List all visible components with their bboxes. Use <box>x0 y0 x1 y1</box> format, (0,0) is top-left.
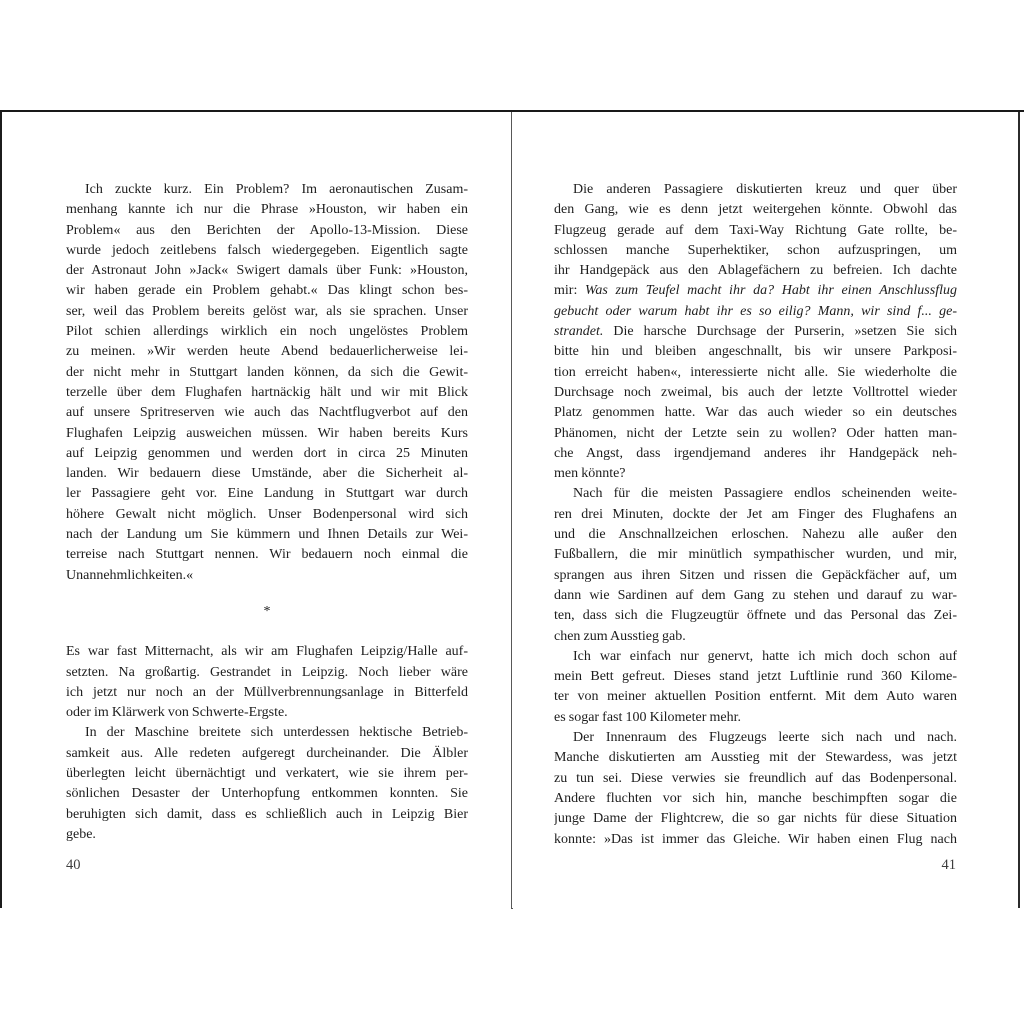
text-line: konnte: »Das ist immer das Gleiche. Wir haben einen Flug nach <box>554 831 957 847</box>
text-line: wir haben gerade ein Problem gehabt.« Das klingt schon bes- <box>66 283 468 299</box>
text-line: mein Bett gefreut. Dieses stand jetzt Luftlinie rund 360 Kilome- <box>554 669 957 685</box>
text-line: Andere fluchten vor sich hin, manche beschimpften sogar die <box>554 790 957 806</box>
text-line: Pilot schien allerdings wirklich ein noch ungelöstes Problem <box>66 324 468 340</box>
text-line: mir: Was zum Teufel macht ihr da? Habt ihr einen Anschlussflug <box>554 283 957 299</box>
section-separator: * <box>263 603 271 619</box>
text-line: In der Maschine breitete sich unterdessen hektische Betrieb- <box>85 725 468 741</box>
book-spread <box>0 110 1024 908</box>
text-line: terreise nach Stuttgart nennen. Wir bedauern noch einmal die <box>66 547 468 563</box>
text-line: Manche diskutierten am Ausstieg mit der Stewardess, was jetzt <box>554 750 957 766</box>
text-line: Ich zuckte kurz. Ein Problem? Im aeronautischen Zusam- <box>85 182 468 197</box>
text-line: ter von meiner aktuellen Position entfernt. Mit dem Auto waren <box>554 689 957 705</box>
text-line: Flugzeug gerade auf dem Taxi-Way Richtung Gate rollte, be- <box>554 222 957 238</box>
text-line: der nicht mehr in Stuttgart landen können, da sich die Gewit- <box>66 364 468 380</box>
text-line: Problem« aus den Berichten der Apollo-13-Mission. Diese <box>66 222 468 238</box>
text-line: Unannehmlichkeiten.« <box>66 567 194 583</box>
text-line: landen. Wir bedauern diese Umstände, aber die Sicherheit al- <box>66 466 468 482</box>
text-line: oder im Klärwerk von Schwerte-Ergste. <box>66 705 288 721</box>
text-line: beruhigten sich damit, dass es schließlich auch in Leipzig Bier <box>66 806 468 822</box>
text-line: bitte hin und bleiben angeschnallt, bis wir unsere Parkposi- <box>554 344 957 360</box>
text-line: samkeit aus. Alle redeten aufgeregt durcheinander. Die Älbler <box>66 745 468 761</box>
text-line: junge Dame der Flightcrew, die so gar nichts für diese Situation <box>554 811 957 827</box>
page-left <box>0 112 511 908</box>
text-line: Durchsage noch zweimal, bis auch der letzte Volltrottel wieder <box>554 384 957 400</box>
text-line: Nach für die meisten Passagiere endlos scheinenden weite- <box>573 486 957 502</box>
text-line: ten, dass sich die Flugzeugtür öffnete und das Personal das Zei- <box>554 608 957 624</box>
text-line: chen zum Ausstieg gab. <box>554 628 686 644</box>
text-line: es sogar fast 100 Kilometer mehr. <box>554 709 741 725</box>
text-line: strandet. Die harsche Durchsage der Purserin, »setzen Sie sich <box>554 324 957 340</box>
text-line: und die Anschnallzeichen erloschen. Nahezu alle außer den <box>554 527 957 543</box>
page-right <box>512 112 1020 908</box>
text-line: dann wie Sardinen auf dem Gang zu stehen und darauf zu war- <box>554 587 957 603</box>
text-line: ren drei Minuten, dockte der Jet am Finger des Flughafens an <box>554 506 957 522</box>
text-line: zu tun sei. Diese verwies sie freundlich auf das Bodenpersonal. <box>554 770 957 786</box>
text-line: che Angst, dass irgendjemand anderes ihr Handgepäck neh- <box>554 445 957 461</box>
text-line: terzelle über dem Flughafen hartnäckig hält und wir mit Blick <box>66 384 468 400</box>
page-right-text <box>554 180 957 850</box>
text-line: Der Innenraum des Flugzeugs leerte sich nach und nach. <box>573 730 957 746</box>
text-line: den Gang, wie es denn jetzt weitergehen könnte. Obwohl das <box>554 202 957 218</box>
text-line: men könnte? <box>554 466 626 482</box>
text-line: auf Leipzig genommen und werden dort in circa 25 Minuten <box>66 445 468 461</box>
text-line: menhang kannte ich nur die Phrase »Houston, wir haben ein <box>66 202 468 218</box>
text-line: wurde jedoch zeitlebens falsch wiedergegeben. Eigentlich sagte <box>66 242 468 258</box>
text-line: Platz genommen hatte. War das auch wieder so ein deutsches <box>554 405 957 421</box>
text-line: Es war fast Mitternacht, als wir am Flughafen Leipzig/Halle auf- <box>66 644 468 660</box>
text-line: auf unsere Spritreserven wie auch das Nachtflugverbot auf den <box>66 405 468 421</box>
text-line: schlossen manche Superhektiker, schon aufzuspringen, um <box>554 242 957 258</box>
text-line: ler Passagiere geht vor. Eine Landung in Stuttgart war durch <box>66 486 468 502</box>
text-line: ser, weil das Problem bereits gelöst war, als sie sprachen. Unser <box>66 303 468 319</box>
text-line: der Astronaut John »Jack« Swigert damals über Funk: »Houston, <box>66 263 468 279</box>
text-line: Die anderen Passagiere diskutierten kreuz und quer über <box>573 182 957 197</box>
page-number-right: 41 <box>941 857 956 873</box>
text-line: sönlichen Desaster der Unterhopfung entkommen konnten. Sie <box>66 786 468 802</box>
text-line: Flughafen Leipzig ausweichen müssen. Wir haben bereits Kurs <box>66 425 468 441</box>
text-line: Phänomen, nicht der Letzte sein zu wollen? Oder hatten man- <box>554 425 957 441</box>
text-line: höhere Gewalt nicht möglich. Unser Bodenpersonal wird sich <box>66 506 468 522</box>
page-left-text <box>66 180 468 845</box>
text-line: gebe. <box>66 826 96 842</box>
text-line: sprangen aus ihren Sitzen und rissen die Gepäckfächer auf, um <box>554 567 957 583</box>
text-line: Ich war einfach nur genervt, hatte ich mich doch schon auf <box>573 648 957 664</box>
text-line: setzten. Na großartig. Gestrandet in Leipzig. Noch lieber wäre <box>66 664 468 680</box>
text-line: nach der Landung um Sie kümmern und Ihnen Details zur Wei- <box>66 527 468 543</box>
text-line: ich jetzt nur noch an der Müllverbrennungsanlage in Bitterfeld <box>66 684 468 700</box>
text-line: tion erreicht haben«, interessierte nicht alle. Sie wiederholte die <box>554 364 957 380</box>
text-line: überlegten leicht übernächtigt und verkatert, wie sie ihrem per- <box>66 766 468 782</box>
text-line: zu meinen. »Wir werden heute Abend bedauerlicherweise lei- <box>66 344 468 360</box>
text-line: Fußballern, die mir minütlich sympathischer wurden, und mir, <box>554 547 957 563</box>
page-number-left: 40 <box>66 857 81 873</box>
text-line: gebucht oder warum habt ihr es so eilig? Mann, wir sind f... ge- <box>554 303 957 319</box>
text-line: ihr Handgepäck aus den Ablagefächern zu befreien. Ich dachte <box>554 263 957 279</box>
